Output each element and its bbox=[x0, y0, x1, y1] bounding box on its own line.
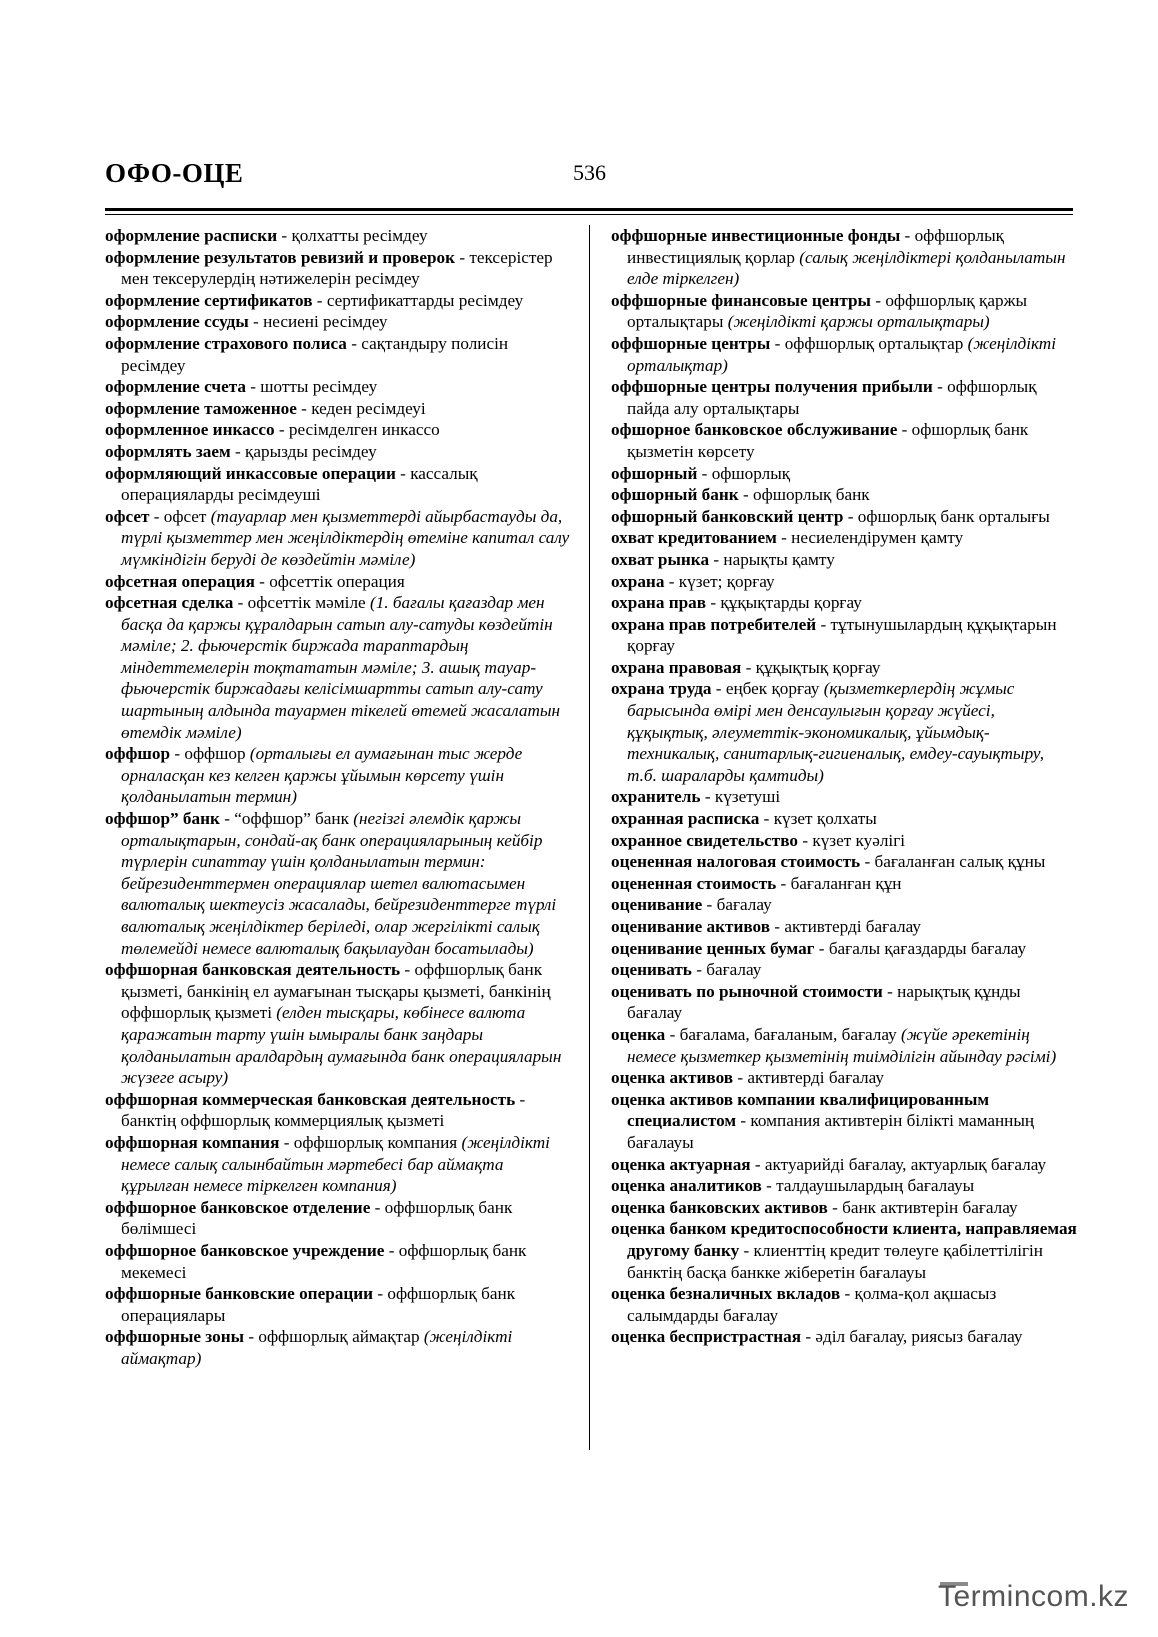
entry-separator: - bbox=[274, 420, 289, 440]
entry-note: (жеңілдікті қаржы орталықтары) bbox=[727, 312, 990, 332]
entry-term: оценка bbox=[611, 1024, 666, 1044]
dictionary-entry bbox=[611, 1024, 1077, 1067]
dictionary-entry bbox=[611, 1154, 1077, 1176]
entry-term: оценивать по рыночной стоимости bbox=[611, 981, 883, 1001]
dictionary-entry bbox=[611, 894, 1077, 916]
entry-term: оценка активов компании квалифицированным специалистом bbox=[611, 1089, 990, 1131]
entry-definition: компания активтерін білікті маманның бағалауы bbox=[627, 1111, 1035, 1152]
dictionary-entry bbox=[611, 786, 1077, 808]
entry-separator: - bbox=[254, 571, 270, 591]
entry-definition: офшорлық bbox=[711, 463, 791, 483]
entry-definition: қарызды ресімдеу bbox=[245, 441, 377, 461]
dictionary-entry bbox=[611, 225, 1077, 290]
entry-term: оффшорная коммерческая банковская деятельность bbox=[105, 1089, 516, 1109]
entry-definition: еңбек қорғау bbox=[725, 679, 820, 699]
entry-separator: - bbox=[277, 226, 292, 245]
entry-definition: оффшорлық банк операциялары bbox=[121, 1284, 516, 1325]
entry-term: оффшорное банковское отделение bbox=[105, 1197, 371, 1217]
entry-definition: офшорлық банк орталығы bbox=[857, 506, 1050, 526]
entry-term: оценивание активов bbox=[611, 917, 770, 936]
dictionary-entry bbox=[611, 830, 1077, 852]
dictionary-entry bbox=[105, 1326, 571, 1369]
entry-separator: - bbox=[219, 809, 235, 829]
entry-separator: - bbox=[932, 377, 948, 397]
entry-note: (орталығы ел аумағынан тыс жерде орналасқан кез келген қаржы ұйымын көрсету үшін қолданылатын термин) bbox=[121, 744, 523, 807]
entry-separator: - bbox=[312, 290, 327, 310]
entry-separator: - bbox=[750, 1154, 765, 1174]
entry-definition: оффшор bbox=[184, 744, 246, 764]
entry-term: оцененная налоговая стоимость bbox=[611, 852, 861, 872]
entry-definition: күзет куәлігі bbox=[812, 830, 906, 850]
dictionary-entry bbox=[611, 527, 1077, 549]
entry-separator: - bbox=[816, 614, 831, 634]
entry-separator: - bbox=[759, 809, 774, 829]
dictionary-entry bbox=[611, 1197, 1077, 1219]
entry-definition: бағаланған салық құны bbox=[874, 852, 1046, 872]
entry-note: (тауарлар мен қызметтерді айырбастауды да, түрлі қызметтер мен жеңілдіктердің өтеміне капитал салу мүмкіндігін беруді де көздейтін мәміле) bbox=[121, 506, 570, 569]
entry-separator: - bbox=[814, 938, 829, 958]
dictionary-entry bbox=[105, 1197, 571, 1240]
entry-term: оффшор” банк bbox=[105, 809, 220, 829]
entry-definition: құқықтарды қорғау bbox=[720, 593, 862, 613]
entry-separator: - bbox=[827, 1197, 843, 1217]
dictionary-entry bbox=[611, 506, 1077, 528]
entry-separator: - bbox=[149, 506, 164, 526]
entry-term: оценивание ценных бумаг bbox=[611, 938, 815, 958]
entry-separator: - bbox=[702, 895, 717, 915]
entry-term: оформление страхового полиса bbox=[105, 333, 347, 353]
entry-definition: қолхатты ресімдеу bbox=[291, 226, 428, 245]
entry-definition: банктің оффшорлық коммерциялық қызметі bbox=[121, 1111, 445, 1131]
dictionary-entry bbox=[105, 506, 571, 571]
entry-term: оценка аналитиков bbox=[611, 1176, 762, 1196]
watermark-text: Termincom.kz bbox=[938, 1580, 1130, 1613]
entry-note: (жеңілдікті немесе салық салынбайтын мәртебесі бар аймақта құрылған немесе тіркелген компания) bbox=[121, 1132, 550, 1196]
entry-definition: ресімделген инкассо bbox=[288, 420, 440, 440]
entry-term: оформление сертификатов bbox=[105, 290, 313, 310]
entry-definition: нарықты қамту bbox=[723, 549, 835, 569]
right-column bbox=[611, 225, 1077, 1348]
dictionary-entry bbox=[105, 743, 571, 808]
entry-term: оценка активов bbox=[611, 1068, 734, 1088]
entry-term: охват кредитованием bbox=[611, 528, 777, 548]
entry-term: оффшорные инвестиционные фонды bbox=[611, 226, 901, 245]
entry-separator: - bbox=[346, 333, 362, 353]
entry-separator: - bbox=[245, 377, 261, 397]
entry-separator: - bbox=[761, 1176, 777, 1196]
entry-separator: - bbox=[897, 420, 912, 440]
entry-term: оформлять заем bbox=[105, 441, 231, 461]
dictionary-entry bbox=[611, 484, 1077, 506]
entry-definition: кеден ресімдеуі bbox=[311, 398, 426, 418]
entry-definition: шотты ресімдеу bbox=[260, 377, 378, 397]
entry-separator: - bbox=[515, 1089, 526, 1109]
entry-definition: тұтынушылардың құқықтарын қорғау bbox=[627, 614, 1057, 656]
entry-definition: оффшорлық банк мекемесі bbox=[121, 1240, 527, 1282]
dictionary-entry bbox=[611, 463, 1077, 485]
entry-definition: активтерді бағалау bbox=[784, 917, 921, 936]
entry-term: оцененная стоимость bbox=[611, 873, 777, 893]
entry-separator: - bbox=[798, 830, 813, 850]
entry-term: охранная расписка bbox=[611, 809, 760, 829]
entry-term: оффшор bbox=[105, 744, 171, 764]
entry-separator: - bbox=[840, 1284, 855, 1304]
dictionary-entry bbox=[611, 938, 1077, 960]
dictionary-entry bbox=[105, 808, 571, 959]
entry-term: оценивать bbox=[611, 960, 692, 980]
dictionary-entry bbox=[611, 1089, 1077, 1154]
entry-separator: - bbox=[739, 1240, 754, 1260]
entry-term: оффшорные центры получения прибыли bbox=[611, 377, 933, 397]
entry-note: (1. бағалы қағаздар мен басқа да қаржы құралдарын сатып алу-сатуды көздейтін мәміле; 2. фьючерстік биржада тараптардың міндеттемелерін тоқтататын мәміле; 3. ашық тауар-фьючерстік биржадағы келісімшартты сатып алу-сату шартының алдында тауармен тікелей өтемей жасалатын өтемдік мәміле) bbox=[121, 593, 561, 742]
dictionary-entry bbox=[611, 614, 1077, 657]
entry-separator: - bbox=[706, 593, 721, 613]
dictionary-entry bbox=[611, 290, 1077, 333]
entry-definition: құқықтық қорғау bbox=[755, 657, 881, 677]
entry-definition: күзетуші bbox=[714, 787, 781, 807]
entry-definition: талдаушылардың бағалауы bbox=[776, 1176, 975, 1196]
entry-definition: банк активтерін бағалау bbox=[842, 1197, 1018, 1217]
entry-definition: офсеттік операция bbox=[269, 571, 405, 591]
entry-separator: - bbox=[395, 463, 411, 483]
entry-term: офсетная операция bbox=[105, 571, 255, 591]
entry-definition: сақтандыру полисін ресімдеу bbox=[121, 333, 509, 375]
entry-note: (жүйе әрекетінің немесе қызметкер қызметінің тиімділігін айындау рәсімі) bbox=[627, 1024, 1057, 1066]
entry-separator: - bbox=[711, 679, 726, 699]
dictionary-entry bbox=[105, 333, 571, 376]
entry-term: офшорный банк bbox=[611, 485, 739, 505]
entry-term: охранное свидетельство bbox=[611, 830, 799, 850]
entry-separator: - bbox=[244, 1327, 259, 1347]
entry-separator: - bbox=[455, 247, 470, 267]
entry-definition: оффшорлық инвестициялық қорлар bbox=[627, 226, 1005, 267]
entry-separator: - bbox=[870, 290, 886, 310]
dictionary-entry bbox=[611, 1283, 1077, 1326]
dictionary-entry bbox=[105, 311, 571, 333]
entry-definition: оффшорлық аймақтар bbox=[258, 1327, 420, 1347]
entry-separator: - bbox=[400, 960, 415, 980]
entry-definition: офсет bbox=[163, 506, 207, 526]
dictionary-entry bbox=[611, 678, 1077, 786]
dictionary-entry bbox=[611, 851, 1077, 873]
entry-separator: - bbox=[776, 528, 792, 548]
entry-separator: - bbox=[230, 441, 246, 461]
entry-definition: оффшорлық орталықтар bbox=[784, 333, 964, 353]
dictionary-entry bbox=[105, 376, 571, 398]
header-rule-thin bbox=[105, 214, 1073, 215]
entry-separator: - bbox=[370, 1197, 385, 1217]
entry-definition: бағаланған құн bbox=[790, 873, 902, 893]
entry-separator: - bbox=[770, 333, 785, 353]
entry-separator: - bbox=[709, 549, 724, 569]
entry-term: оформляющий инкассовые операции bbox=[105, 463, 396, 483]
entry-definition: клиенттің кредит төлеуге қабілеттілігін банктің басқа банкке жіберетін бағалауы bbox=[627, 1240, 1043, 1282]
entry-term: охрана прав bbox=[611, 593, 707, 613]
entry-term: охранитель bbox=[611, 787, 701, 807]
dictionary-entry bbox=[611, 808, 1077, 830]
entry-definition: оффшорлық компания bbox=[293, 1132, 458, 1152]
dictionary-entry bbox=[611, 959, 1077, 981]
entry-term: оффшорные финансовые центры bbox=[611, 290, 871, 310]
entry-separator: - bbox=[738, 485, 753, 505]
page-number: 536 bbox=[573, 160, 606, 185]
entry-separator: - bbox=[279, 1132, 294, 1152]
entry-separator: - bbox=[900, 226, 915, 245]
entry-definition: күзет; қорғау bbox=[678, 571, 775, 591]
entry-term: оформление таможенное bbox=[105, 398, 297, 418]
entry-separator: - bbox=[248, 312, 264, 332]
entry-definition: несиені ресімдеу bbox=[263, 312, 388, 332]
entry-term: оценка безналичных вкладов bbox=[611, 1284, 841, 1304]
entry-term: охрана труда bbox=[611, 679, 712, 699]
entry-note: (жеңілдікті аймақтар) bbox=[121, 1327, 513, 1368]
dictionary-entry bbox=[105, 592, 571, 743]
dictionary-entry bbox=[105, 1240, 571, 1283]
dictionary-entry bbox=[611, 333, 1077, 376]
dictionary-entry bbox=[611, 657, 1077, 679]
entry-note: (қызметкерлердің жұмыс барысында өмірі мен денсаулығын қорғау жүйесі, құқықтық, әлеуметтік-экономикалық, ұйымдық-техникалық, санитарлық-гигиеналық, емдеу-сауықтыру, т.б. шараларды қамтиды) bbox=[627, 679, 1045, 785]
entry-note: (елден тысқары, көбінесе валюта қаражатын тарту үшін ымыралы банк заңдары қолданылатын аралдардың аумағында банк операцияларын жүзеге асыру) bbox=[121, 1003, 562, 1088]
entry-definition: күзет қолхаты bbox=[773, 809, 877, 829]
entry-term: оценивание bbox=[611, 895, 703, 915]
entry-separator: - bbox=[736, 1111, 751, 1131]
dictionary-entry bbox=[611, 981, 1077, 1024]
dictionary-entry bbox=[611, 592, 1077, 614]
entry-definition: оффшорлық пайда алу орталықтары bbox=[627, 377, 1037, 418]
entry-term: офшорное банковское обслуживание bbox=[611, 420, 898, 440]
entry-term: охрана правовая bbox=[611, 657, 742, 677]
entry-separator: - bbox=[860, 852, 875, 872]
column-divider bbox=[589, 225, 590, 1450]
entry-definition: офшорлық банк қызметін көрсету bbox=[627, 420, 1029, 461]
entry-term: оффшорное банковское учреждение bbox=[105, 1240, 385, 1260]
dictionary-entry bbox=[105, 463, 571, 506]
dictionary-entry bbox=[611, 419, 1077, 462]
dictionary-entry bbox=[611, 376, 1077, 419]
dictionary-entry bbox=[611, 571, 1077, 593]
dictionary-entry bbox=[105, 441, 571, 463]
entry-separator: - bbox=[233, 593, 248, 613]
entry-definition: офшорлық банк bbox=[753, 485, 870, 505]
entry-term: охрана прав потребителей bbox=[611, 614, 817, 634]
entry-separator: - bbox=[776, 873, 791, 893]
entry-term: оформленное инкассо bbox=[105, 420, 275, 440]
entry-separator: - bbox=[882, 981, 898, 1001]
entry-definition: нарықтық құнды бағалау bbox=[627, 981, 1021, 1023]
dictionary-entry bbox=[105, 247, 571, 290]
dictionary-entry bbox=[611, 873, 1077, 895]
entry-separator: - bbox=[373, 1284, 388, 1304]
watermark-logo bbox=[938, 1580, 1143, 1620]
entry-term: оформление ссуды bbox=[105, 312, 249, 332]
entry-term: оффшорные зоны bbox=[105, 1327, 245, 1347]
entry-term: оффшорные центры bbox=[611, 333, 771, 353]
entry-definition: оффшорлық қаржы орталықтары bbox=[627, 290, 1028, 332]
entry-definition: кассалық операцияларды ресімдеуші bbox=[121, 463, 478, 505]
entry-term: оформление результатов ревизий и проверок bbox=[105, 247, 456, 267]
dictionary-entry bbox=[105, 290, 571, 312]
entry-separator: - bbox=[664, 571, 679, 591]
dictionary-entry bbox=[105, 1132, 571, 1197]
entry-separator: - bbox=[665, 1024, 680, 1044]
entry-separator: - bbox=[843, 506, 858, 526]
entry-separator: - bbox=[691, 960, 707, 980]
entry-definition: оффшорлық банк қызметі, банкінің ел аумағынан тысқары қызметі, банкінің оффшорлық қызметі bbox=[121, 960, 551, 1023]
entry-definition: әділ бағалау, риясыз бағалау bbox=[815, 1327, 1023, 1347]
entry-definition: бағалау bbox=[716, 895, 772, 915]
entry-separator: - bbox=[770, 917, 785, 936]
entry-term: оценка беспристрастная bbox=[611, 1327, 802, 1347]
entry-term: офсет bbox=[105, 506, 150, 526]
running-head: ОФО-ОЦЕ bbox=[105, 158, 244, 188]
dictionary-entry bbox=[105, 225, 571, 247]
entry-separator: - bbox=[741, 657, 756, 677]
dictionary-entry bbox=[611, 916, 1077, 938]
dictionary-entry bbox=[611, 549, 1077, 571]
dictionary-entry bbox=[105, 398, 571, 420]
dictionary-entry bbox=[105, 959, 571, 1089]
entry-separator: - bbox=[801, 1327, 816, 1347]
entry-definition: сертификаттарды ресімдеу bbox=[326, 290, 524, 310]
entry-note: (негізгі әлемдік қаржы орталықтарын, сондай-ақ банк операцияларының кейбір түрлерін сипаттау үшін қолданылатын термин: бейрезиденттермен операциялар шетел валютасымен валюталық шектеусіз жасалады, бейрезиденттерге түрлі валюталық жеңілдіктер беріледі, олар жергілікті салық төлемейді немесе валюталық бақылаудан босатылады) bbox=[121, 809, 557, 958]
entry-note: (салық жеңілдіктері қолданылатын елде тіркелген) bbox=[627, 247, 1066, 289]
entry-definition: офсеттік мәміле bbox=[247, 593, 366, 613]
entry-separator: - bbox=[296, 398, 312, 418]
dictionary-entry bbox=[611, 1218, 1077, 1283]
entry-separator: - bbox=[170, 744, 185, 764]
entry-definition: бағалау bbox=[706, 960, 762, 980]
entry-definition: оффшорлық банк бөлімшесі bbox=[121, 1197, 513, 1239]
entry-separator: - bbox=[384, 1240, 399, 1260]
entry-note: (жеңілдікті орталықтар) bbox=[627, 333, 1056, 375]
entry-term: охрана bbox=[611, 571, 665, 591]
entry-definition: бағалы қағаздарды бағалау bbox=[828, 938, 1027, 958]
entry-definition: тексерістер мен тексерулердің нәтижелерін ресімдеу bbox=[121, 247, 553, 289]
entry-term: офшорный банковский центр bbox=[611, 506, 844, 526]
dictionary-entry bbox=[611, 1067, 1077, 1089]
entry-term: офсетная сделка bbox=[105, 593, 234, 613]
entry-definition: активтерді бағалау bbox=[747, 1068, 884, 1088]
entry-definition: актуарийді бағалау, актуарлық бағалау bbox=[764, 1154, 1047, 1174]
entry-term: оффшорная компания bbox=[105, 1132, 280, 1152]
entry-definition: қолма-қол ақшасыз салымдарды бағалау bbox=[627, 1284, 997, 1325]
dictionary-entry bbox=[105, 419, 571, 441]
entry-separator: - bbox=[697, 463, 712, 483]
entry-term: оценка актуарная bbox=[611, 1154, 751, 1174]
entry-term: офшорный bbox=[611, 463, 698, 483]
entry-term: оформление счета bbox=[105, 377, 246, 397]
page-header bbox=[105, 158, 1073, 206]
entry-definition: “оффшор” банк bbox=[234, 809, 349, 829]
dictionary-entry bbox=[611, 1326, 1077, 1348]
entry-separator: - bbox=[733, 1068, 748, 1088]
entry-term: оценка банком кредитоспособности клиента, направляемая другому банку bbox=[611, 1219, 1077, 1260]
entry-term: охват рынка bbox=[611, 549, 710, 569]
header-rule-thick bbox=[105, 208, 1073, 211]
dictionary-entry bbox=[105, 1283, 571, 1326]
dictionary-entry bbox=[105, 571, 571, 593]
entry-definition: несиелендірумен қамту bbox=[791, 528, 964, 548]
entry-term: оформление расписки bbox=[105, 226, 278, 245]
entry-separator: - bbox=[700, 787, 715, 807]
entry-term: оффшорные банковские операции bbox=[105, 1284, 374, 1304]
entry-term: оценка банковских активов bbox=[611, 1197, 828, 1217]
entry-term: оффшорная банковская деятельность bbox=[105, 960, 401, 980]
entry-definition: бағалама, бағаланым, бағалау bbox=[679, 1024, 897, 1044]
dictionary-entry bbox=[105, 1089, 571, 1132]
dictionary-entry bbox=[611, 1175, 1077, 1197]
left-column bbox=[105, 225, 571, 1369]
